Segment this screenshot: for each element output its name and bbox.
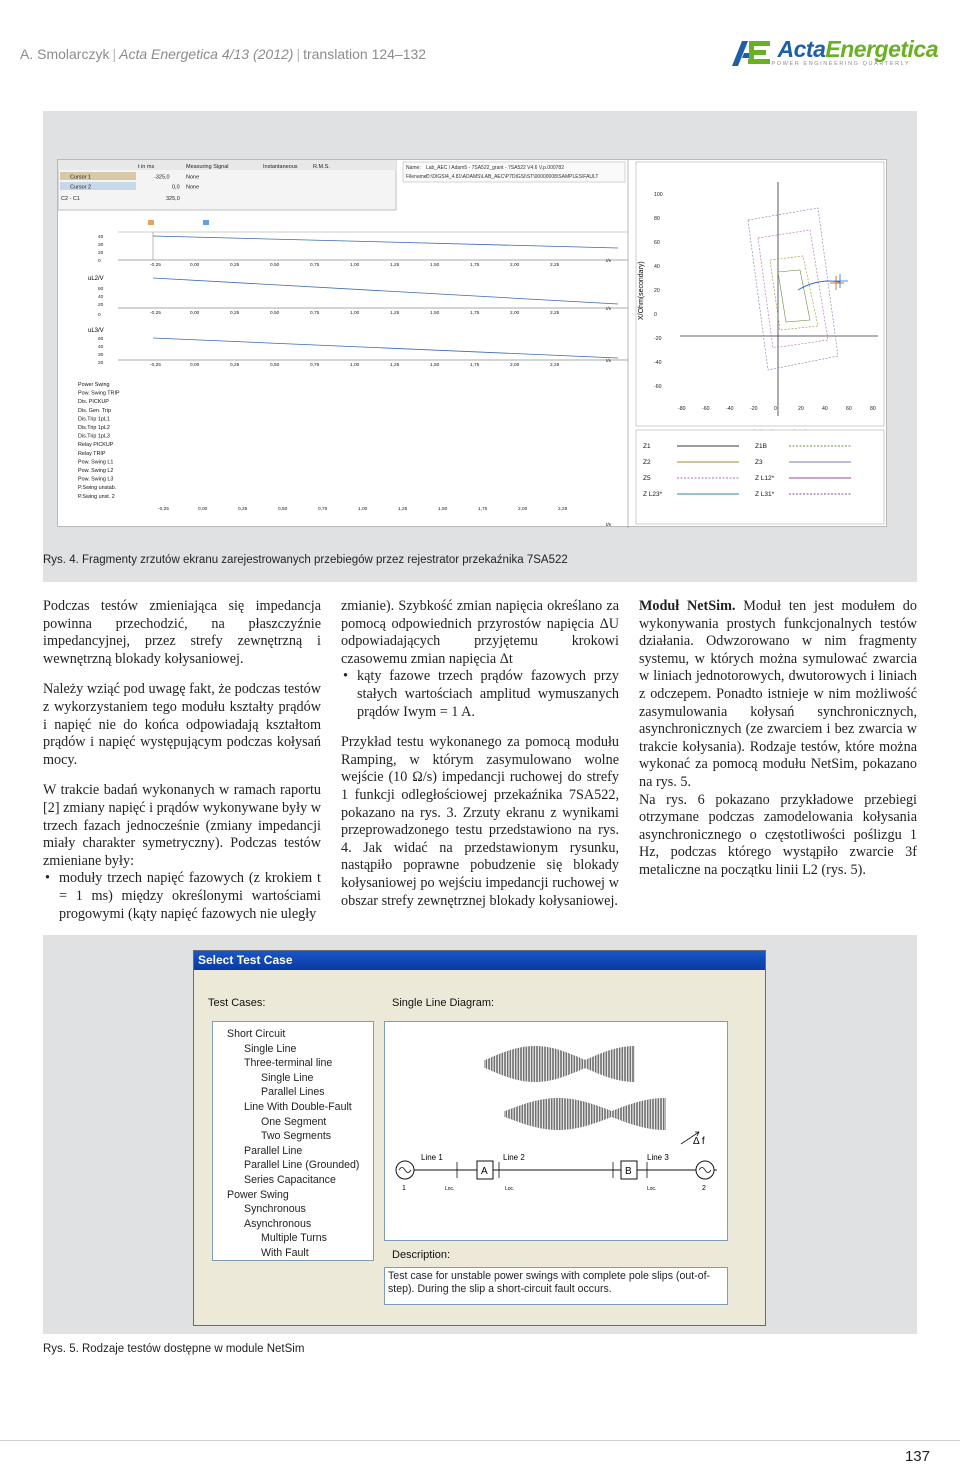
binary-signal-label: Pow. Swing L2 — [78, 468, 114, 474]
time-tick-label: -0,25 — [150, 263, 161, 268]
line1-label: Line 1 — [421, 1153, 443, 1162]
time-tick-label: 0,75 — [310, 263, 320, 268]
time-tick-label: 2,25 — [550, 363, 560, 368]
impedance-x-tick: 80 — [870, 406, 876, 412]
paragraph: Przykład testu wykonanego za pomocą modułu Ramping, w którym zasymulowano wolne wejście (10 Ω/s) impedancji ruchowej do strefy 1 funkcji odległościowej przekaźnika 7SA522, pokazano na rys. 3. Zrzuty ekranu z wynikami przeprowadzonego testu przedstawiono na rys. 4. Jak widać na przedstawionym rysunku, nastąpiło poprawne pobudzenie się blokady kołysaniowej po wejściu impedancji ruchowej w obszar strefy zewnętrznej blokady kołysaniowej. — [341, 734, 619, 909]
impedance-y-tick: -40 — [654, 360, 662, 366]
time-tick-label: 0,50 — [270, 311, 280, 316]
svg-text:0: 0 — [98, 259, 101, 264]
time-tick-label: 2,00 — [510, 363, 520, 368]
time-tick-label: 1,00 — [350, 311, 360, 316]
time-tick-label: 1,25 — [390, 363, 400, 368]
paragraph: Moduł ten jest modułem do wykonywania prostych funkcjonalnych testów działania. Odwzorowano w nim fragmenty systemu, w których można symulować zwarcia w liniach jednotorowych, dwutorowych i liniach z odczepem. Ponadto istnieje w nim możliwość zasymulowania kołysań synchronicznych, asynchronicznych (ze zwarciem i bez zwarcia w trakcie kołysania). Rodzaje testów, które można wykonać za pomocą modułu NetSim, pokazano na rys. 5. — [639, 598, 917, 790]
time-tick-label: -0,25 — [158, 507, 169, 512]
cursor1-t: -325,0 — [154, 174, 170, 181]
page-number: 137 — [904, 1448, 930, 1465]
table-header-rms: R.M.S. — [313, 164, 330, 170]
time-tick-label: 0,75 — [310, 363, 320, 368]
time-tick-label: 2,00 — [510, 311, 520, 316]
time-tick-label: 0,50 — [278, 507, 288, 512]
waveform-icon — [505, 1098, 665, 1130]
impedance-y-tick: 40 — [654, 264, 660, 270]
logo-word-energetica: Energetica — [825, 36, 938, 62]
impedance-x-tick: -60 — [702, 406, 710, 412]
figure-4-screenshot — [57, 159, 887, 527]
time-tick-label: 2,25 — [550, 311, 560, 316]
svg-text:2: 2 — [702, 1185, 706, 1192]
legend-entry-label: Z1 — [643, 443, 651, 450]
time-tick-label: 1,50 — [430, 263, 440, 268]
paragraph: W trakcie badań wykonanych w ramach raportu [2] zmiany napięć i prądów wykonywane były w trzech fazach jednocześnie (zmiany impedancji miały charakter symetryczny). Podczas testów zmieniane były: — [43, 782, 321, 869]
single-line-diagram — [384, 1021, 728, 1241]
svg-text:60: 60 — [98, 337, 104, 342]
tree-item[interactable]: Multiple Turns — [261, 1232, 327, 1245]
time-tick-label: 0,00 — [190, 363, 200, 368]
time-tick-label: 0,25 — [230, 311, 240, 316]
cursor-diff-label: C2 - C1 — [61, 196, 80, 202]
binary-signal-label: P.Swing unst. 2 — [78, 493, 115, 500]
test-cases-label: Test Cases: — [208, 997, 266, 1009]
legend-entry-label: Z3 — [755, 459, 763, 466]
time-tick-label: 1,75 — [470, 263, 480, 268]
time-tick-label: 0,25 — [230, 363, 240, 368]
legend-entry-label: Z L31* — [755, 491, 775, 498]
svg-text:0: 0 — [98, 313, 101, 318]
paragraph: Należy wziąć pod uwagę fakt, że podczas testów z wykorzystaniem tego modułu kształty prądów i napięć nie do końca odpowiadają kształtom prądów i napięć występującym podczas kołysań mocy. — [43, 681, 321, 768]
binary-signal-label: Pow. Swing L3 — [78, 476, 114, 483]
select-test-case-dialog — [193, 950, 766, 1326]
time-tick-label: 1,50 — [438, 507, 448, 512]
waveform-icon — [485, 1046, 634, 1082]
time-tick-label: 1,75 — [470, 363, 480, 368]
tree-item[interactable]: Parallel Line (Grounded) — [244, 1159, 360, 1172]
time-tick-label: 1,00 — [358, 507, 368, 512]
dialog-title: Select Test Case — [194, 951, 765, 970]
cursor2-label: Cursor 2 — [70, 184, 92, 191]
tree-item[interactable]: With Fault — [261, 1247, 309, 1259]
bullet-item: • kąty fazowe trzech prądów fazowych przy stałych wartościach amplitud wymuszanych prądów Iwym = 1 A. — [341, 668, 619, 721]
bullet-item: • moduły trzech napięć fazowych (z krokiem t = 1 ms) między określonymi wartościami progowymi (kąty napięć fazowych nie uległy — [43, 870, 321, 923]
impedance-y-tick: -20 — [654, 336, 662, 342]
impedance-y-tick: -60 — [654, 384, 662, 390]
delta-f-label: Δ f — [693, 1136, 705, 1147]
time-tick-label: 1,00 — [350, 263, 360, 268]
channel-ul2-label: uL2/V — [88, 276, 104, 282]
binary-signal-label: Pow. Swing L1 — [78, 459, 114, 466]
impedance-x-tick: 60 — [846, 406, 852, 412]
tree-item[interactable]: Series Capacitance — [244, 1174, 336, 1186]
time-tick-label: 0,75 — [310, 311, 320, 316]
binary-signal-label: Dis. PICKUP — [78, 399, 109, 406]
impedance-y-tick: 100 — [654, 192, 663, 198]
binary-signal-label: Dis.Trip 1pL2 — [78, 425, 110, 431]
svg-text:Loc.: Loc. — [505, 1186, 515, 1192]
tree-item[interactable]: Synchronous — [244, 1203, 306, 1216]
text-column-1 — [43, 598, 321, 923]
author: A. Smolarczyk — [20, 46, 110, 62]
journal-issue: Acta Energetica 4/13 (2012) — [119, 46, 294, 62]
svg-text:40: 40 — [98, 345, 104, 350]
binary-signal-label: Pow. Swing TRIP — [78, 390, 120, 397]
tree-item[interactable]: Parallel Lines — [261, 1086, 325, 1099]
figure-5-caption: Rys. 5. Rodzaje testów dostępne w module NetSim — [43, 1343, 305, 1355]
svg-text:Loc.: Loc. — [445, 1186, 455, 1192]
binary-signal-label: Relay TRIP — [78, 450, 106, 457]
legend-entry-label: Z L23* — [643, 491, 663, 498]
table-header-instant: Instantaneous — [263, 164, 298, 170]
line3-label: Line 3 — [647, 1153, 669, 1162]
cursor2-t: 0,0 — [172, 184, 180, 191]
paragraph: Podczas testów zmieniająca się impedancja powinna przechodzić, na płaszczyźnie impedancyjnej, przez strefy zewnętrzną i wewnętrzną blokady kołysaniowej. — [43, 598, 321, 667]
cursor1-label: Cursor 1 — [70, 174, 92, 181]
tree-item[interactable]: Asynchronous — [244, 1217, 312, 1230]
table-header-t: t in ms — [138, 164, 155, 170]
tree-item[interactable]: Two Segments — [261, 1130, 332, 1143]
impedance-y-tick: 0 — [654, 312, 657, 318]
time-tick-label: 1,25 — [398, 507, 408, 512]
time-tick-label: 0,25 — [238, 507, 248, 512]
ae-logo-icon — [730, 39, 772, 67]
test-case-tree[interactable] — [212, 1021, 374, 1261]
time-tick-label: 1,50 — [430, 311, 440, 316]
legend-entry-label: Z2 — [643, 459, 651, 466]
tree-item[interactable]: Single Line — [261, 1071, 314, 1084]
binary-signal-label: Relay PICKUP — [78, 442, 114, 449]
binary-signal-label: Power Swing — [78, 382, 110, 388]
logo-subtitle: POWER ENGINEERING QUARTERLY — [771, 61, 911, 67]
relay-b: B — [625, 1166, 632, 1177]
time-tick-label: -0,25 — [150, 311, 161, 316]
description-label: Description: — [392, 1249, 451, 1261]
legend-entry-label: Z5 — [643, 475, 651, 482]
cursor2-signal: None — [186, 184, 200, 191]
impedance-diagram — [636, 162, 884, 524]
table-header-signal: Measuring Signal — [186, 164, 229, 170]
impedance-y-tick: 80 — [654, 216, 660, 222]
description-box: Test case for unstable power swings with complete pole slips (out-of-step). During the slip a short-circuit fault occurs. — [384, 1267, 728, 1305]
time-tick-label: 1,50 — [430, 363, 440, 368]
binary-signal-label: Dis.Trip 1pL1 — [78, 416, 110, 423]
time-tick-label: 0,00 — [190, 263, 200, 268]
time-tick-label: -0,25 — [150, 363, 161, 368]
recorder-screenshot — [58, 160, 888, 528]
impedance-x-tick: -40 — [726, 406, 734, 412]
time-tick-label: 0,50 — [270, 263, 280, 268]
impedance-x-tick: -20 — [750, 406, 758, 412]
impedance-y-tick: 20 — [654, 288, 660, 294]
line2-label: Line 2 — [503, 1153, 525, 1162]
diagram-label: Single Line Diagram: — [392, 997, 495, 1009]
svg-text:1: 1 — [402, 1185, 406, 1192]
time-tick-label: 1,00 — [350, 363, 360, 368]
binary-signal-label: Dis. Gen. Trip — [78, 407, 111, 414]
figure-5 — [43, 935, 917, 1355]
impedance-x-tick: 0 — [774, 406, 777, 412]
svg-text:60: 60 — [98, 287, 104, 292]
impedance-x-tick: -80 — [678, 406, 686, 412]
tree-item[interactable]: Three-terminal line — [244, 1057, 333, 1070]
time-tick-label: 1,75 — [470, 311, 480, 316]
figure-4 — [43, 111, 917, 582]
svg-text:20: 20 — [98, 303, 104, 308]
logo-word-acta: Acta — [777, 36, 826, 62]
impedance-y-tick: 60 — [654, 240, 660, 246]
svg-text:20: 20 — [98, 361, 104, 366]
running-header: A. Smolarczyk | Acta Energetica 4/13 (2012) | translation 124–132 — [20, 46, 427, 62]
time-unit-label: t/s — [606, 307, 612, 312]
paragraph: zmianie). Szybkość zmian napięcia określano za pomocą odpowiednich przyrostów napięcia ΔU odpowiadających przyjętemu krokowi czasowemu zmian napięcia Δt — [341, 598, 619, 667]
svg-text:40: 40 — [98, 295, 104, 300]
time-tick-label: 0,25 — [230, 263, 240, 268]
cursor-diff-t: 325,0 — [166, 196, 180, 202]
file-name-value: Lab_AEC / Adam5 - 7SA522_grant - 7SA522 V4.6 V.p.000782 — [426, 165, 564, 171]
bullet-list — [341, 668, 619, 721]
time-tick-label: 2,25 — [558, 507, 568, 512]
time-tick-label: 1,75 — [478, 507, 488, 512]
binary-signal-list — [78, 382, 120, 500]
svg-text:30: 30 — [98, 353, 104, 358]
impedance-x-tick: 20 — [798, 406, 804, 412]
paragraph: Na rys. 6 pokazano przykładowe przebiegi otrzymane podczas zamodelowania kołysania asynchronicznego o częstotliwości poślizgu 1 Hz, podczas którego wystąpiło zwarcie 3f metaliczne na początku linii L2 (rys. 5). — [639, 791, 917, 878]
time-tick-label: 2,00 — [518, 507, 528, 512]
tree-item[interactable]: Line With Double-Fault — [244, 1101, 352, 1113]
svg-text:20: 20 — [98, 251, 104, 256]
legend-entry-label: Z L12* — [755, 475, 775, 482]
tree-item[interactable]: Short Circuit — [227, 1028, 286, 1040]
time-tick-label: 2,00 — [510, 263, 520, 268]
tree-item[interactable]: Parallel Line — [244, 1144, 303, 1157]
time-tick-label: 1,25 — [390, 311, 400, 316]
file-path-value: D:\DIGSI4_4.81\ADAMS\LAB_AEC\P7DIGSI\ST\00000008\SAMPLES\FAULT — [426, 174, 599, 180]
impedance-x-tick: 40 — [822, 406, 828, 412]
relay-a: A — [481, 1166, 488, 1177]
time-tick-label: 0,00 — [190, 311, 200, 316]
time-tick-label: 0,75 — [318, 507, 328, 512]
time-unit-label: t/s — [606, 259, 612, 264]
cursor1-signal: None — [186, 174, 200, 181]
svg-text:30: 30 — [98, 243, 104, 248]
binary-signal-label: P.Swing unstab. — [78, 485, 117, 492]
section-heading: Moduł NetSim. — [639, 598, 736, 614]
tree-item[interactable]: Power Swing — [227, 1188, 289, 1201]
time-tick-label: 1,25 — [390, 263, 400, 268]
svg-text:40: 40 — [98, 235, 104, 240]
svg-text:Loc.: Loc. — [647, 1186, 657, 1192]
page-range: translation 124–132 — [303, 46, 427, 62]
channel-ul3-label: uL3/V — [88, 328, 104, 334]
time-tick-label: 2,25 — [550, 263, 560, 268]
binary-signal-label: Dis.Trip 1pL3 — [78, 433, 110, 440]
figure-4-caption: Rys. 4. Fragmenty zrzutów ekranu zarejestrowanych przebiegów przez rejestrator przekaźnika 7SA522 — [43, 554, 568, 566]
text-column-2 — [341, 598, 619, 923]
analog-channels — [88, 220, 628, 368]
tree-item[interactable]: One Segment — [261, 1115, 327, 1128]
time-tick-label: 0,50 — [270, 363, 280, 368]
file-path-label: Filename: — [406, 174, 428, 180]
time-tick-label: 0,00 — [198, 507, 208, 512]
acta-energetica-logo — [730, 38, 938, 67]
text-column-3 — [639, 598, 917, 893]
bullet-list — [43, 870, 321, 923]
file-name-label: Name: — [406, 165, 421, 171]
time-unit-label: t/s — [606, 359, 612, 364]
legend-entry-label: Z1B — [755, 443, 767, 450]
footer-rule — [0, 1440, 960, 1441]
svg-text:t/s: t/s — [606, 523, 612, 528]
impedance-ylabel: X/Ohm(secondary) — [638, 261, 645, 320]
tree-item[interactable]: Single Line — [244, 1042, 297, 1055]
